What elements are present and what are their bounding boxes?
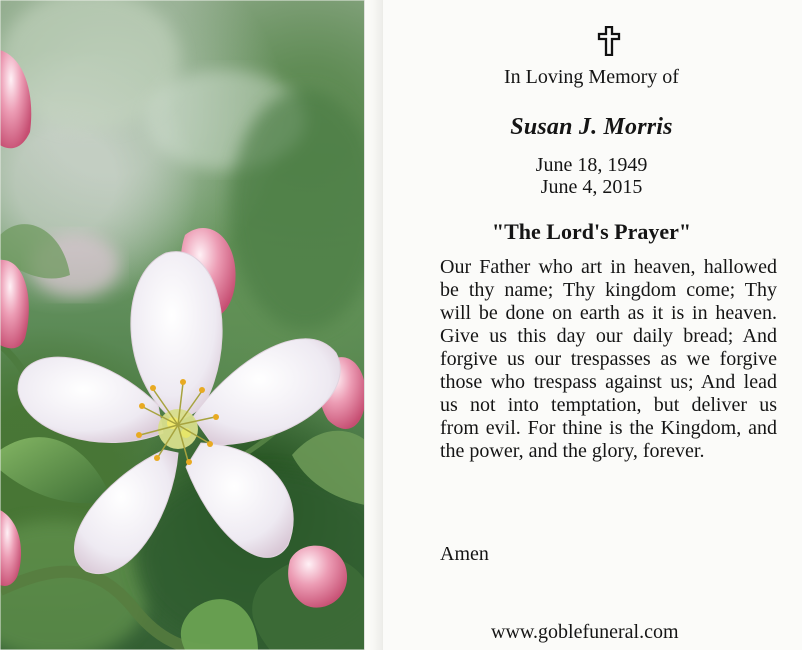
birth-date: June 18, 1949 (535, 154, 648, 176)
memorial-heading: In Loving Memory of (504, 66, 679, 88)
funeral-home-website: www.goblefuneral.com (491, 621, 679, 643)
deceased-name: Susan J. Morris (510, 114, 673, 140)
prayer-text: Our Father who art in heaven, hallowed be thy name; Thy kingdom come; Thy will be done on earth as it is in heaven. Give us this day our daily bread; And forgive us our trespasses as we forgive those who trespass against us; And lead us not into temptation, but deliver us from evil. For thine is the Kingdom, and the power, and the glory, forever. (440, 256, 777, 462)
prayer-title: "The Lord's Prayer" (491, 219, 692, 244)
cross-icon (597, 26, 621, 56)
death-date: June 4, 2015 (540, 176, 643, 198)
prayer-amen: Amen (440, 543, 489, 565)
memorial-text-panel (381, 0, 802, 650)
apple-blossom-illustration (0, 0, 365, 650)
life-dates (381, 154, 802, 198)
apple-blossom-image (0, 0, 365, 650)
